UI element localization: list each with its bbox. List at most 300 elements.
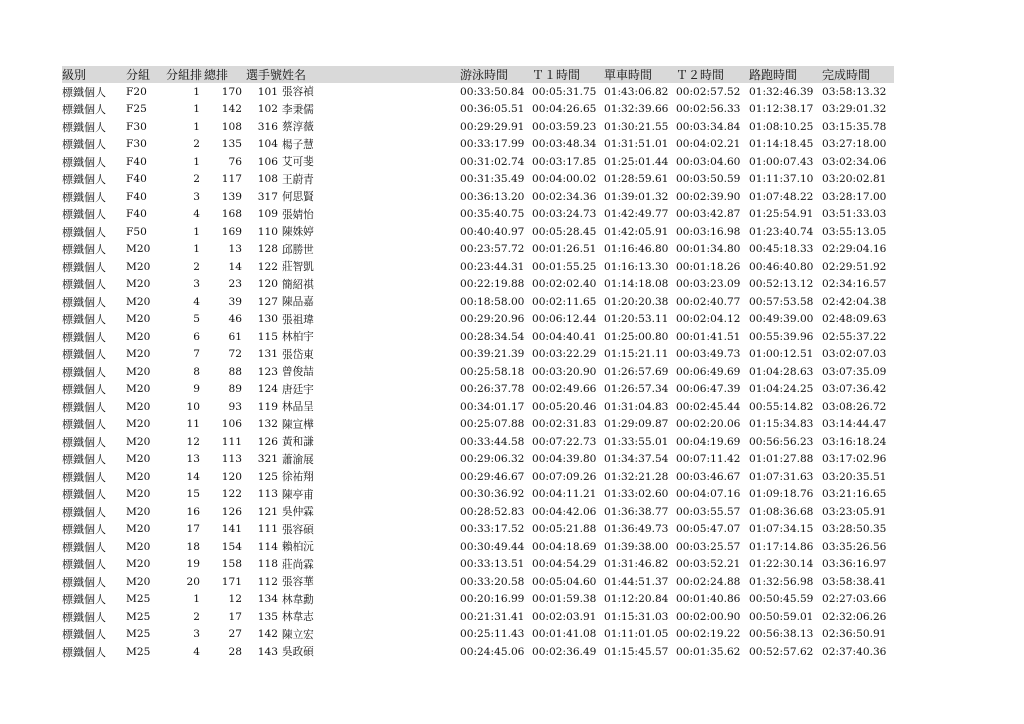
cell-overall-rank: 141	[221, 523, 242, 536]
cell-category: 標鐵個人	[62, 365, 106, 379]
cell-group: F40	[126, 190, 147, 203]
cell-category: 標鐵個人	[62, 610, 106, 624]
cell-swim-time: 00:20:16.99	[460, 593, 525, 606]
cell-bike-time: 01:39:38.00	[604, 540, 669, 553]
cell-finish-time: 02:32:06.26	[822, 610, 887, 623]
cell-t2-time: 00:03:46.67	[676, 470, 741, 483]
cell-run-time: 01:00:07.43	[749, 155, 814, 168]
cell-t1-time: 00:04:39.80	[532, 453, 597, 466]
cell-finish-time: 03:08:26.72	[822, 400, 887, 413]
cell-group-rank: 1	[193, 225, 200, 238]
cell-finish-time: 03:20:02.81	[822, 173, 887, 186]
cell-group: M20	[126, 260, 151, 273]
cell-t1-time: 00:01:59.38	[532, 593, 597, 606]
table-row	[62, 328, 894, 346]
cell-finish-time: 03:07:36.42	[822, 383, 887, 396]
table-row	[62, 538, 894, 556]
cell-overall-rank: 113	[221, 453, 242, 466]
cell-run-time: 01:09:18.76	[749, 488, 814, 501]
cell-category: 標鐵個人	[62, 453, 106, 467]
cell-bib: 101	[257, 85, 278, 98]
cell-group-rank: 2	[193, 138, 200, 151]
cell-group-rank: 3	[193, 628, 200, 641]
cell-swim-time: 00:33:13.51	[460, 558, 525, 571]
cell-bike-time: 01:16:13.30	[604, 260, 669, 273]
header-bib: 選手號	[246, 68, 282, 82]
cell-group: M25	[126, 628, 151, 641]
cell-t1-time: 00:03:24.73	[532, 208, 597, 221]
cell-bib: 316	[257, 120, 278, 133]
cell-t1-time: 00:01:26.51	[532, 243, 597, 256]
cell-group: F30	[126, 138, 147, 151]
cell-swim-time: 00:21:31.41	[460, 610, 525, 623]
cell-t1-time: 00:03:20.90	[532, 365, 597, 378]
cell-name: 賴柏沅	[282, 541, 314, 554]
cell-t2-time: 00:02:00.90	[676, 610, 741, 623]
cell-bib: 120	[257, 278, 278, 291]
cell-finish-time: 03:55:13.05	[822, 225, 887, 238]
cell-t1-time: 00:05:28.45	[532, 225, 597, 238]
cell-group: M20	[126, 453, 151, 466]
table-row	[62, 503, 894, 521]
table-row	[62, 241, 894, 259]
cell-run-time: 01:11:37.10	[749, 173, 814, 186]
cell-run-time: 00:46:40.80	[749, 260, 814, 273]
cell-name: 張容華	[282, 576, 314, 589]
cell-group-rank: 17	[186, 523, 200, 536]
cell-group: M20	[126, 418, 151, 431]
cell-swim-time: 00:33:44.58	[460, 435, 525, 448]
cell-swim-time: 00:23:57.72	[460, 243, 525, 256]
cell-finish-time: 03:27:18.00	[822, 138, 887, 151]
cell-overall-rank: 170	[221, 85, 242, 98]
header-name: 姓名	[282, 68, 307, 82]
cell-bib: 126	[257, 435, 278, 448]
header-group-rank: 分組排	[166, 68, 203, 82]
cell-swim-time: 00:29:20.96	[460, 313, 525, 326]
cell-t2-time: 00:03:34.84	[676, 120, 741, 133]
cell-swim-time: 00:30:49.44	[460, 540, 525, 553]
cell-overall-rank: 106	[221, 418, 242, 431]
cell-category: 標鐵個人	[62, 575, 106, 589]
cell-name: 王蔚青	[282, 173, 314, 186]
cell-bib: 127	[257, 295, 278, 308]
cell-overall-rank: 46	[228, 313, 242, 326]
cell-name: 徐祐翔	[282, 471, 314, 484]
table-row	[62, 398, 894, 416]
cell-bike-time: 01:36:38.77	[604, 505, 669, 518]
cell-overall-rank: 171	[221, 575, 242, 588]
cell-finish-time: 03:28:50.35	[822, 523, 887, 536]
cell-t1-time: 00:02:34.36	[532, 190, 597, 203]
cell-name: 艾可斐	[282, 156, 314, 169]
cell-group: F50	[126, 225, 147, 238]
table-row	[62, 451, 894, 469]
cell-overall-rank: 169	[221, 225, 242, 238]
table-row	[62, 223, 894, 241]
cell-bike-time: 01:31:04.83	[604, 400, 669, 413]
cell-group: M20	[126, 243, 151, 256]
table-row	[62, 591, 894, 609]
cell-swim-time: 00:31:35.49	[460, 173, 525, 186]
cell-name: 張岱東	[282, 348, 314, 361]
cell-group-rank: 11	[186, 418, 200, 431]
cell-category: 標鐵個人	[62, 260, 106, 274]
table-row	[62, 276, 894, 294]
cell-group: M20	[126, 278, 151, 291]
cell-bike-time: 01:36:49.73	[604, 523, 669, 536]
cell-overall-rank: 23	[228, 278, 242, 291]
cell-run-time: 01:32:56.98	[749, 575, 814, 588]
cell-t2-time: 00:02:20.06	[676, 418, 741, 431]
cell-swim-time: 00:33:17.52	[460, 523, 525, 536]
cell-overall-rank: 17	[228, 610, 242, 623]
cell-category: 標鐵個人	[62, 418, 106, 432]
cell-group: M20	[126, 313, 151, 326]
header-finish: 完成時間	[822, 68, 871, 82]
cell-t2-time: 00:02:56.33	[676, 103, 741, 116]
cell-category: 標鐵個人	[62, 593, 106, 607]
cell-group: M20	[126, 400, 151, 413]
cell-swim-time: 00:33:50.84	[460, 85, 525, 98]
cell-category: 標鐵個人	[62, 470, 106, 484]
header-swim: 游泳時間	[460, 68, 509, 82]
cell-finish-time: 02:48:09.63	[822, 313, 887, 326]
cell-t1-time: 00:04:40.41	[532, 330, 597, 343]
table-row	[62, 346, 894, 364]
cell-run-time: 01:07:48.22	[749, 190, 814, 203]
cell-overall-rank: 122	[221, 488, 242, 501]
cell-run-time: 01:08:10.25	[749, 120, 814, 133]
cell-group-rank: 2	[193, 610, 200, 623]
cell-t2-time: 00:07:11.42	[676, 453, 741, 466]
table-row	[62, 626, 894, 644]
cell-overall-rank: 61	[228, 330, 242, 343]
cell-overall-rank: 120	[221, 470, 242, 483]
header-category: 級別	[62, 68, 87, 82]
cell-run-time: 01:01:27.88	[749, 453, 814, 466]
cell-group-rank: 1	[193, 593, 200, 606]
cell-group: F30	[126, 120, 147, 133]
cell-bib: 113	[257, 488, 278, 501]
table-row	[62, 573, 894, 591]
cell-t2-time: 00:03:23.09	[676, 278, 741, 291]
cell-swim-time: 00:40:40.97	[460, 225, 525, 238]
cell-run-time: 01:08:36.68	[749, 505, 814, 518]
cell-overall-rank: 158	[221, 558, 242, 571]
cell-t2-time: 00:01:40.86	[676, 593, 741, 606]
cell-category: 標鐵個人	[62, 400, 106, 414]
cell-group-rank: 1	[193, 155, 200, 168]
cell-group-rank: 2	[193, 173, 200, 186]
cell-group-rank: 19	[186, 558, 200, 571]
cell-overall-rank: 88	[228, 365, 242, 378]
cell-t1-time: 00:03:22.29	[532, 348, 597, 361]
cell-group: M20	[126, 558, 151, 571]
cell-group-rank: 9	[193, 383, 200, 396]
cell-category: 標鐵個人	[62, 243, 106, 257]
cell-swim-time: 00:39:21.39	[460, 348, 525, 361]
cell-t2-time: 00:04:07.16	[676, 488, 741, 501]
cell-t2-time: 00:03:04.60	[676, 155, 741, 168]
cell-swim-time: 00:35:40.75	[460, 208, 525, 221]
cell-group-rank: 5	[193, 313, 200, 326]
cell-finish-time: 03:29:01.32	[822, 103, 887, 116]
cell-bike-time: 01:34:37.54	[604, 453, 669, 466]
cell-run-time: 01:17:14.86	[749, 540, 814, 553]
cell-group-rank: 15	[186, 488, 200, 501]
cell-overall-rank: 39	[228, 295, 242, 308]
cell-name: 蔡淳薇	[282, 121, 314, 134]
cell-group: F40	[126, 173, 147, 186]
cell-name: 林柏宇	[282, 331, 314, 344]
cell-run-time: 01:00:12.51	[749, 348, 814, 361]
cell-group: M25	[126, 645, 151, 658]
cell-bib: 134	[257, 593, 278, 606]
cell-group-rank: 12	[186, 435, 200, 448]
cell-bike-time: 01:20:53.11	[604, 313, 669, 326]
cell-bike-time: 01:42:49.77	[604, 208, 669, 221]
cell-group-rank: 4	[193, 208, 200, 221]
cell-group: M20	[126, 435, 151, 448]
cell-t2-time: 00:02:57.52	[676, 85, 741, 98]
cell-name: 陳品嘉	[282, 296, 314, 309]
cell-t1-time: 00:07:09.26	[532, 470, 597, 483]
cell-t2-time: 00:03:55.57	[676, 505, 741, 518]
cell-overall-rank: 142	[221, 103, 242, 116]
cell-finish-time: 03:17:02.96	[822, 453, 887, 466]
cell-swim-time: 00:25:58.18	[460, 365, 525, 378]
cell-finish-time: 03:02:34.06	[822, 155, 887, 168]
cell-name: 張婧怡	[282, 208, 314, 221]
table-row	[62, 311, 894, 329]
cell-name: 陳姝婷	[282, 226, 314, 239]
cell-t1-time: 00:05:20.46	[532, 400, 597, 413]
cell-run-time: 00:52:57.62	[749, 645, 814, 658]
cell-name: 陳亭甫	[282, 488, 314, 501]
cell-name: 陳立宏	[282, 628, 314, 641]
table-row	[62, 101, 894, 119]
cell-bib: 142	[257, 628, 278, 641]
table-row	[62, 293, 894, 311]
cell-t2-time: 00:03:25.57	[676, 540, 741, 553]
cell-bib: 317	[257, 190, 278, 203]
cell-bike-time: 01:15:31.03	[604, 610, 669, 623]
cell-t2-time: 00:03:16.98	[676, 225, 741, 238]
cell-t1-time: 00:04:42.06	[532, 505, 597, 518]
cell-run-time: 00:56:38.13	[749, 628, 814, 641]
cell-category: 標鐵個人	[62, 103, 106, 117]
cell-name: 楊子慧	[282, 138, 314, 151]
cell-group-rank: 18	[186, 540, 200, 553]
cell-bike-time: 01:44:51.37	[604, 575, 669, 588]
cell-group: M20	[126, 330, 151, 343]
cell-swim-time: 00:29:46.67	[460, 470, 525, 483]
cell-overall-rank: 126	[221, 505, 242, 518]
cell-category: 標鐵個人	[62, 523, 106, 537]
cell-swim-time: 00:29:29.91	[460, 120, 525, 133]
cell-overall-rank: 76	[228, 155, 242, 168]
cell-t1-time: 00:02:02.40	[532, 278, 597, 291]
cell-overall-rank: 108	[221, 120, 242, 133]
cell-category: 標鐵個人	[62, 383, 106, 397]
cell-t2-time: 00:05:47.07	[676, 523, 741, 536]
cell-category: 標鐵個人	[62, 540, 106, 554]
cell-bib: 130	[257, 313, 278, 326]
cell-name: 林韋勳	[282, 593, 314, 606]
cell-group-rank: 1	[193, 243, 200, 256]
cell-finish-time: 03:16:18.24	[822, 435, 887, 448]
cell-bike-time: 01:28:59.61	[604, 173, 669, 186]
cell-bike-time: 01:43:06.82	[604, 85, 669, 98]
cell-name: 陳宣樺	[282, 418, 314, 431]
cell-category: 標鐵個人	[62, 295, 106, 309]
table-row	[62, 188, 894, 206]
header-t1: Ｔ１時間	[532, 68, 581, 82]
cell-name: 李秉儒	[282, 103, 314, 116]
cell-run-time: 00:55:39.96	[749, 330, 814, 343]
header-row	[62, 66, 894, 83]
cell-swim-time: 00:33:20.58	[460, 575, 525, 588]
cell-group-rank: 1	[193, 120, 200, 133]
cell-group: F40	[126, 208, 147, 221]
cell-run-time: 01:15:34.83	[749, 418, 814, 431]
cell-bib: 122	[257, 260, 278, 273]
cell-bike-time: 01:25:01.44	[604, 155, 669, 168]
cell-category: 標鐵個人	[62, 85, 106, 99]
cell-finish-time: 03:14:44.47	[822, 418, 887, 431]
cell-group-rank: 3	[193, 190, 200, 203]
cell-group-rank: 1	[193, 103, 200, 116]
header-t2: Ｔ２時間	[676, 68, 725, 82]
cell-group: M20	[126, 470, 151, 483]
cell-t2-time: 00:01:18.26	[676, 260, 741, 273]
cell-bib: 125	[257, 470, 278, 483]
cell-name: 唐廷宇	[282, 383, 314, 396]
cell-t1-time: 00:02:03.91	[532, 610, 597, 623]
cell-group-rank: 3	[193, 278, 200, 291]
cell-t1-time: 00:04:11.21	[532, 488, 597, 501]
cell-category: 標鐵個人	[62, 155, 106, 169]
cell-finish-time: 03:07:35.09	[822, 365, 887, 378]
cell-t2-time: 00:04:02.21	[676, 138, 741, 151]
cell-run-time: 00:52:13.12	[749, 278, 814, 291]
table-row	[62, 118, 894, 136]
cell-overall-rank: 135	[221, 138, 242, 151]
cell-run-time: 00:57:53.58	[749, 295, 814, 308]
table-row	[62, 258, 894, 276]
cell-group-rank: 4	[193, 295, 200, 308]
cell-category: 標鐵個人	[62, 278, 106, 292]
cell-bike-time: 01:33:02.60	[604, 488, 669, 501]
cell-bike-time: 01:31:46.82	[604, 558, 669, 571]
cell-bib: 111	[257, 523, 278, 536]
cell-bike-time: 01:15:45.57	[604, 645, 669, 658]
cell-overall-rank: 27	[228, 628, 242, 641]
cell-swim-time: 00:25:11.43	[460, 628, 525, 641]
cell-t2-time: 00:02:24.88	[676, 575, 741, 588]
cell-name: 吳政碩	[282, 646, 314, 659]
table-row	[62, 486, 894, 504]
cell-group: M20	[126, 523, 151, 536]
cell-finish-time: 03:02:07.03	[822, 348, 887, 361]
cell-overall-rank: 13	[228, 243, 242, 256]
cell-group-rank: 10	[186, 400, 200, 413]
results-body	[62, 83, 894, 661]
cell-group: M20	[126, 295, 151, 308]
cell-run-time: 01:04:28.63	[749, 365, 814, 378]
table-row	[62, 83, 894, 101]
cell-run-time: 01:12:38.17	[749, 103, 814, 116]
cell-finish-time: 02:29:04.16	[822, 243, 887, 256]
cell-overall-rank: 117	[221, 173, 242, 186]
cell-t2-time: 00:04:19.69	[676, 435, 741, 448]
cell-bike-time: 01:20:20.38	[604, 295, 669, 308]
cell-swim-time: 00:26:37.78	[460, 383, 525, 396]
cell-swim-time: 00:28:34.54	[460, 330, 525, 343]
cell-bike-time: 01:32:39.66	[604, 103, 669, 116]
cell-finish-time: 03:15:35.78	[822, 120, 887, 133]
table-row	[62, 136, 894, 154]
cell-group-rank: 2	[193, 260, 200, 273]
cell-t1-time: 00:04:00.02	[532, 173, 597, 186]
cell-group: M20	[126, 540, 151, 553]
cell-t2-time: 00:03:52.21	[676, 558, 741, 571]
table-row	[62, 608, 894, 626]
cell-overall-rank: 111	[221, 435, 242, 448]
cell-name: 何思賢	[282, 191, 314, 204]
cell-finish-time: 03:58:13.32	[822, 85, 887, 98]
cell-group-rank: 6	[193, 330, 200, 343]
header-run: 路跑時間	[749, 68, 798, 82]
cell-overall-rank: 72	[228, 348, 242, 361]
cell-bike-time: 01:11:01.05	[604, 628, 669, 641]
cell-bib: 110	[257, 225, 278, 238]
cell-finish-time: 03:58:38.41	[822, 575, 887, 588]
cell-bike-time: 01:39:01.32	[604, 190, 669, 203]
table-row	[62, 381, 894, 399]
cell-t2-time: 00:02:40.77	[676, 295, 741, 308]
cell-finish-time: 02:37:40.36	[822, 645, 887, 658]
cell-overall-rank: 14	[228, 260, 242, 273]
cell-run-time: 00:55:14.82	[749, 400, 814, 413]
cell-swim-time: 00:29:06.32	[460, 453, 525, 466]
cell-run-time: 01:23:40.74	[749, 225, 814, 238]
cell-finish-time: 03:23:05.91	[822, 505, 887, 518]
cell-run-time: 00:45:18.33	[749, 243, 814, 256]
cell-name: 林韋志	[282, 611, 314, 624]
cell-category: 標鐵個人	[62, 488, 106, 502]
cell-bib: 112	[257, 575, 278, 588]
cell-category: 標鐵個人	[62, 628, 106, 642]
cell-swim-time: 00:36:05.51	[460, 103, 525, 116]
cell-t2-time: 00:02:45.44	[676, 400, 741, 413]
cell-category: 標鐵個人	[62, 313, 106, 327]
cell-t2-time: 00:01:34.80	[676, 243, 741, 256]
cell-finish-time: 02:27:03.66	[822, 593, 887, 606]
cell-t2-time: 00:02:19.22	[676, 628, 741, 641]
cell-name: 張祖瑋	[282, 313, 314, 326]
cell-t2-time: 00:03:50.59	[676, 173, 741, 186]
cell-overall-rank: 154	[221, 540, 242, 553]
cell-category: 標鐵個人	[62, 348, 106, 362]
cell-run-time: 01:07:31.63	[749, 470, 814, 483]
cell-group-rank: 16	[186, 505, 200, 518]
cell-bike-time: 01:15:21.11	[604, 348, 669, 361]
cell-run-time: 00:49:39.00	[749, 313, 814, 326]
cell-group: F40	[126, 155, 147, 168]
cell-group: M20	[126, 348, 151, 361]
